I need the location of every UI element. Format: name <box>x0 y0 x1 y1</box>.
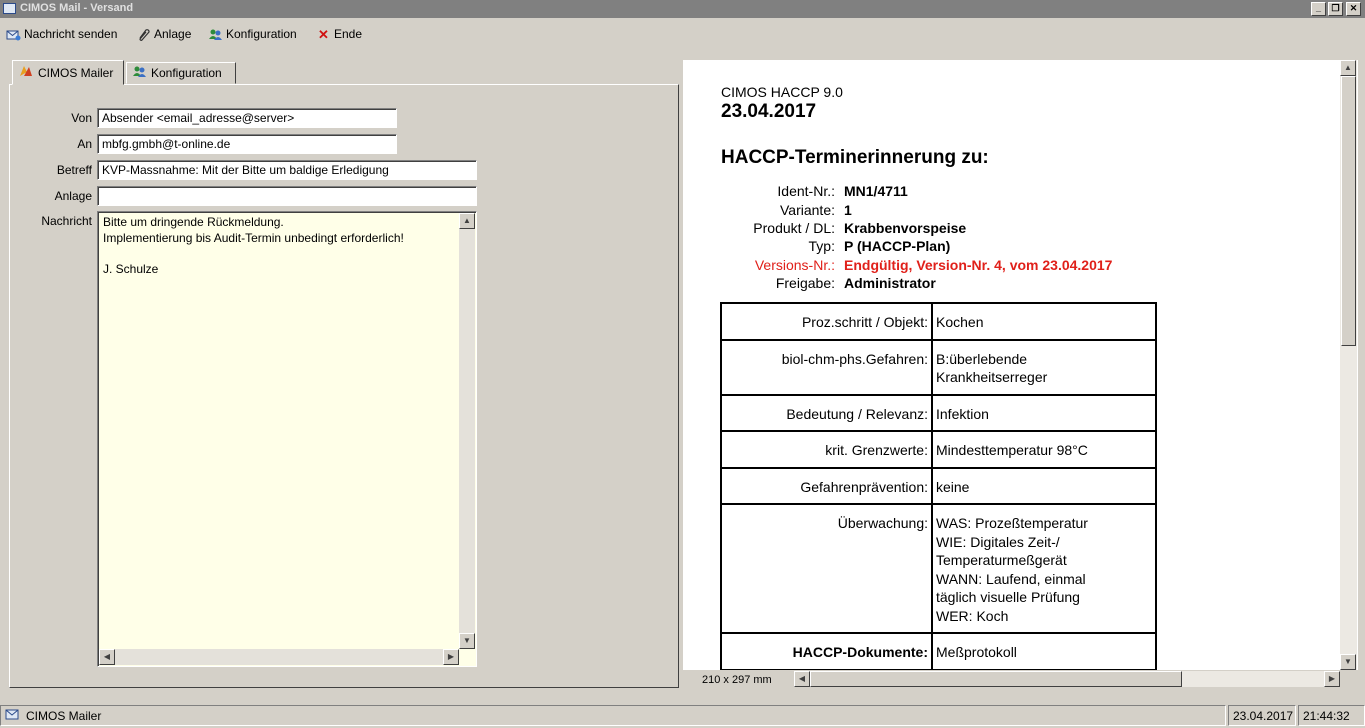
from-field[interactable]: Absender <email_adresse@server> <box>97 108 397 128</box>
users-config-icon <box>208 27 223 42</box>
meta-value: Krabbenvorspeise <box>844 220 967 236</box>
minimize-button[interactable]: _ <box>1311 2 1326 16</box>
table-value: B:überlebende Krankheitserreger <box>932 340 1156 395</box>
toolbar <box>0 20 1365 48</box>
meta-key: Freigabe: <box>775 275 835 291</box>
status-app-name: CIMOS Mailer <box>26 708 102 723</box>
scroll-right-icon[interactable]: ▶ <box>443 649 459 665</box>
document-heading: HACCP-Terminerinnerung zu: <box>721 147 989 168</box>
table-key: Bedeutung / Relevanz: <box>721 395 932 432</box>
scroll-up-icon[interactable]: ▲ <box>1340 60 1356 76</box>
scroll-down-icon[interactable]: ▼ <box>459 633 475 649</box>
message-label: Nachricht <box>41 214 92 228</box>
meta-key: Variante: <box>780 202 835 218</box>
table-row <box>721 431 1156 468</box>
scroll-left-icon[interactable]: ◀ <box>99 649 115 665</box>
meta-value: MN1/4711 <box>844 183 908 199</box>
mail-app-icon <box>3 3 16 14</box>
table-key: HACCP-Dokumente: <box>721 633 932 670</box>
tab-cimos-mailer[interactable] <box>12 60 124 85</box>
to-label: An <box>77 137 92 151</box>
message-line: Bitte um dringende Rückmeldung. <box>103 215 284 229</box>
attachment-button[interactable] <box>136 24 191 44</box>
paperclip-icon <box>136 27 151 42</box>
configuration-label: Konfiguration <box>226 27 297 41</box>
message-line <box>103 246 404 262</box>
table-value: Kochen <box>932 303 1156 340</box>
meta-value: P (HACCP-Plan) <box>844 238 951 254</box>
table-key: biol-chm-phs.Gefahren: <box>721 340 932 395</box>
paper-size-label: 210 x 297 mm <box>702 674 772 686</box>
tab-configuration[interactable] <box>126 62 236 84</box>
scroll-right-icon[interactable]: ▶ <box>1324 671 1340 687</box>
table-row <box>721 633 1156 670</box>
send-mail-icon <box>6 27 21 42</box>
meta-row-variant <box>723 202 1223 220</box>
meta-value: Administrator <box>844 275 936 291</box>
message-line: J. Schulze <box>103 261 159 276</box>
table-key: Überwachung: <box>721 504 932 633</box>
meta-key: Typ: <box>808 238 835 254</box>
exit-label: Ende <box>334 27 363 41</box>
tab-label: Konfiguration <box>151 66 222 80</box>
tab-label: CIMOS Mailer <box>38 65 114 80</box>
restore-button[interactable]: ❐ <box>1328 2 1343 16</box>
message-line: Implementierung bis Audit-Termin unbedingt erforderlich! <box>103 230 404 245</box>
status-time: 21:44:32 <box>1298 705 1365 726</box>
table-row <box>721 504 1156 633</box>
meta-key: Versions-Nr.: <box>754 257 835 273</box>
table-value: Meßprotokoll <box>932 633 1156 670</box>
configuration-button[interactable] <box>208 24 297 44</box>
preview-vertical-scroll-thumb[interactable] <box>1341 76 1356 346</box>
preview-horizontal-scroll-thumb[interactable] <box>810 671 1182 687</box>
attachment-label: Anlage <box>154 27 192 41</box>
from-label: Von <box>71 111 92 125</box>
users-config-icon <box>132 64 147 82</box>
subject-field[interactable]: KVP-Massnahme: Mit der Bitte um baldige Erledigung <box>97 160 477 180</box>
send-message-label: Nachricht senden <box>24 27 118 41</box>
meta-value: 1 <box>844 202 852 218</box>
mail-app-icon <box>5 708 20 724</box>
message-vertical-scrollbar[interactable] <box>459 213 475 649</box>
status-app-pane <box>0 705 1226 726</box>
scroll-down-icon[interactable]: ▼ <box>1340 654 1356 670</box>
exit-button[interactable] <box>316 24 362 44</box>
status-date: 23.04.2017 <box>1228 705 1296 726</box>
attachment-field-label: Anlage <box>54 189 92 203</box>
table-row <box>721 468 1156 505</box>
scroll-up-icon[interactable]: ▲ <box>459 213 475 229</box>
message-horizontal-scrollbar[interactable] <box>99 649 459 665</box>
table-row <box>721 303 1156 340</box>
title-bar <box>0 0 1365 18</box>
subject-label: Betreff <box>56 163 92 177</box>
message-text <box>103 215 404 277</box>
meta-row-product <box>723 220 1223 238</box>
scroll-left-icon[interactable]: ◀ <box>794 671 810 687</box>
table-row <box>721 340 1156 395</box>
meta-key: Produkt / DL: <box>753 220 835 236</box>
meta-row-approval <box>723 275 1223 293</box>
meta-row-ident <box>723 183 1223 201</box>
attachment-field[interactable] <box>97 186 477 206</box>
table-key: Proz.schritt / Objekt: <box>721 303 932 340</box>
document-date: 23.04.2017 <box>721 101 817 122</box>
status-bar <box>0 705 1365 728</box>
window-title: CIMOS Mail - Versand <box>20 2 134 14</box>
message-textarea[interactable] <box>97 211 477 667</box>
meta-key: Ident-Nr.: <box>777 183 835 199</box>
meta-row-type <box>723 238 1223 256</box>
document-preview[interactable] <box>683 60 1358 670</box>
document-product-line: CIMOS HACCP 9.0 <box>721 84 843 100</box>
to-field[interactable]: mbfg.gmbh@t-online.de <box>97 134 397 154</box>
close-button[interactable]: ✕ <box>1346 2 1361 16</box>
table-row <box>721 395 1156 432</box>
close-x-icon: ✕ <box>318 26 329 42</box>
table-value: Infektion <box>932 395 1156 432</box>
table-key: krit. Grenzwerte: <box>721 431 932 468</box>
mailer-icon <box>18 64 34 81</box>
meta-value: Endgültig, Version-Nr. 4, vom 23.04.2017 <box>844 257 1113 273</box>
send-message-button[interactable] <box>6 24 117 44</box>
table-value: keine <box>932 468 1156 505</box>
table-value: WAS: Prozeßtemperatur WIE: Digitales Zeit-/ Temperaturmeßgerät WANN: Laufend, einmal täglich visuelle Prüfung WER: Koch <box>932 504 1156 633</box>
haccp-table <box>720 302 1157 670</box>
table-value: Mindesttemperatur 98°C <box>932 431 1156 468</box>
table-key: Gefahrenprävention: <box>721 468 932 505</box>
meta-row-version <box>723 257 1223 275</box>
